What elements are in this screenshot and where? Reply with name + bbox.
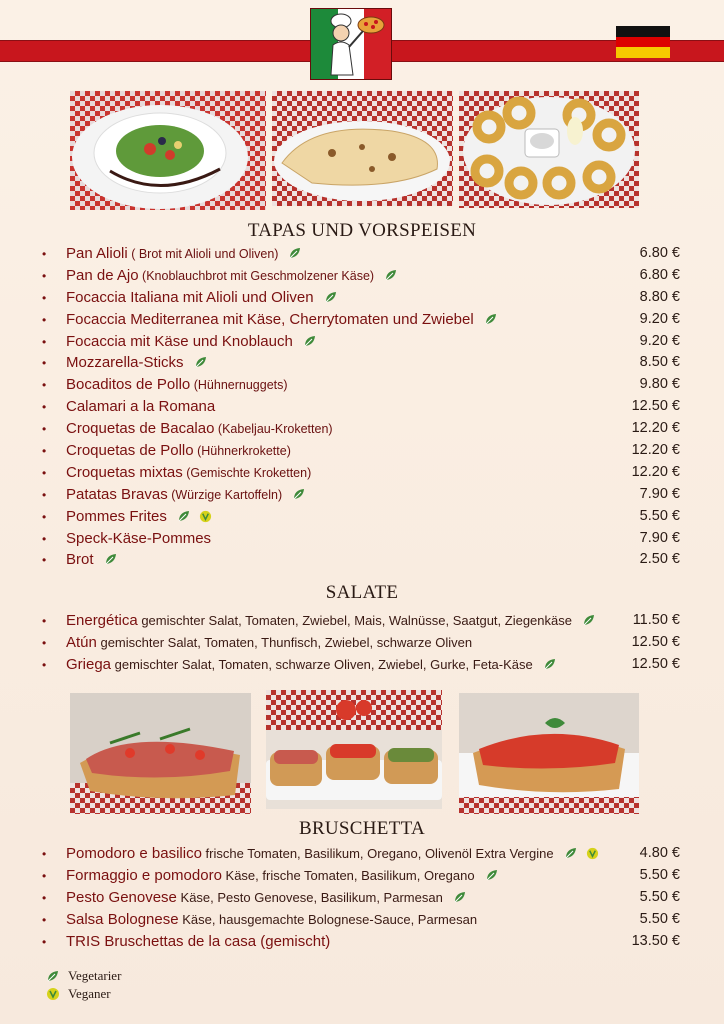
menu-item-name: Focaccia mit Käse und Knoblauch: [66, 332, 293, 350]
menu-item-name: Brot: [66, 551, 94, 569]
bullet-icon: •: [42, 334, 47, 349]
menu-item-name: Croquetas mixtas: [66, 463, 183, 481]
menu-item: [0, 486, 724, 508]
vegetarian-leaf-icon: [543, 657, 557, 671]
menu-item-name-line: [66, 634, 472, 651]
vegan-v-icon: [46, 987, 60, 1001]
menu-item: [0, 289, 724, 311]
menu-item: [0, 889, 724, 911]
menu-item-price: 12.50 €: [631, 398, 680, 415]
menu-item: [0, 933, 724, 955]
menu-item-price: 5.50 €: [639, 910, 680, 927]
menu-item-description: (Würzige Kartoffeln): [167, 487, 283, 502]
bullet-icon: •: [42, 531, 47, 546]
menu-item-name: Calamari a la Romana: [66, 398, 216, 416]
menu-item-price: 5.50 €: [639, 866, 680, 883]
menu-item-name-line: [66, 376, 288, 393]
menu-item: [0, 845, 724, 867]
menu-item-name: Pan de Ajo: [66, 266, 139, 284]
menu-item-price: 12.20 €: [631, 420, 680, 437]
bruschetta-trio-photo: [266, 690, 442, 809]
section-title-tapas: TAPAS UND VORSPEISEN: [247, 220, 477, 241]
bullet-icon: •: [42, 422, 47, 437]
vegetarian-leaf-icon: [484, 312, 498, 326]
menu-item: [0, 311, 724, 333]
menu-item-price: 5.50 €: [639, 507, 680, 524]
menu-item-price: 5.50 €: [639, 888, 680, 905]
menu-item-description: Käse, frische Tomaten, Basilikum, Oregano: [221, 867, 475, 883]
menu-item-price: 11.50 €: [632, 612, 680, 628]
menu-item-price: 6.80 €: [639, 245, 680, 261]
menu-item-price: 9.80 €: [639, 376, 680, 393]
menu-item-description: gemischter Salat, Tomaten, schwarze Oliven, Zwiebel, Gurke, Feta-Käse: [111, 656, 533, 672]
legend-vegan-label: Veganer: [68, 986, 111, 1001]
menu-item-name: Mozzarella-Sticks: [66, 354, 184, 372]
menu-item-name: Pesto Genovese: [66, 888, 177, 906]
menu-item-price: 12.50 €: [631, 655, 680, 672]
vegetarian-leaf-icon: [46, 969, 60, 983]
flatbread-photo: [272, 91, 453, 206]
menu-item-price: 8.80 €: [639, 288, 680, 305]
bullet-icon: •: [42, 657, 47, 672]
menu-item: [0, 267, 724, 289]
menu-item-name-line: [66, 551, 118, 568]
menu-item-description: frische Tomaten, Basilikum, Oregano, Olivenöl Extra Vergine: [201, 846, 554, 861]
menu-item-name-line: [66, 933, 330, 950]
menu-item: [0, 867, 724, 889]
menu-item-name-line: [66, 612, 596, 629]
vegan-v-icon: [586, 847, 599, 860]
menu-item-name-line: [66, 486, 306, 503]
menu-item-name: Speck-Käse-Pommes: [66, 529, 212, 547]
tapas-menu-list: [0, 245, 724, 573]
legend-vegetarian: [46, 967, 121, 985]
menu-item: [0, 634, 724, 656]
bullet-icon: •: [42, 312, 47, 327]
menu-item-description: (Knoblauchbrot mit Geschmolzener Käse): [138, 268, 375, 283]
menu-item-name: Croquetas de Bacalao: [66, 420, 215, 438]
menu-item-name: Atún: [66, 633, 97, 651]
salad-photo: [70, 91, 266, 210]
menu-item-name-line: [66, 289, 338, 306]
menu-item-name: Griega: [66, 655, 112, 673]
calamari-photo: [459, 91, 639, 208]
menu-item-name-line: [66, 442, 291, 459]
menu-item-name-line: [66, 464, 311, 481]
menu-item: [0, 551, 724, 573]
menu-item-description: gemischter Salat, Tomaten, Zwiebel, Mais, Walnüsse, Saatgut, Ziegenkäse: [137, 613, 572, 628]
bruschetta-tomato-photo: [459, 693, 639, 814]
menu-item: [0, 464, 724, 486]
menu-item-name-line: [66, 530, 211, 547]
vegetarian-leaf-icon: [288, 246, 302, 260]
menu-item-name: Bocaditos de Pollo: [66, 376, 191, 394]
vegetarian-leaf-icon: [177, 509, 191, 523]
vegetarian-leaf-icon: [485, 868, 499, 882]
salate-menu-list: [0, 612, 724, 678]
menu-item-description: gemischter Salat, Tomaten, Thunfisch, Zwiebel, schwarze Oliven: [96, 634, 473, 650]
vegetarian-leaf-icon: [453, 890, 467, 904]
menu-item-description: Käse, Pesto Genovese, Basilikum, Parmesan: [176, 889, 443, 905]
bullet-icon: •: [42, 444, 47, 459]
menu-item: [0, 612, 724, 634]
menu-item-name-line: [66, 245, 302, 262]
bullet-icon: •: [42, 268, 47, 283]
section-title-salate: SALATE: [325, 582, 399, 603]
menu-item-description: (Kabeljau-Kroketten): [214, 422, 333, 437]
menu-item-name: Focaccia Mediterranea mit Käse, Cherrytomaten und Zwiebel: [66, 310, 474, 328]
menu-item: [0, 530, 724, 552]
menu-item: [0, 911, 724, 933]
menu-item-name-line: [66, 911, 477, 928]
menu-item-price: 9.20 €: [639, 310, 680, 327]
bullet-icon: •: [42, 890, 47, 905]
vegetarian-leaf-icon: [384, 268, 398, 282]
menu-item-name-line: [66, 889, 467, 906]
menu-item-price: 12.50 €: [631, 633, 680, 650]
bullet-icon: •: [42, 847, 47, 861]
menu-item-description: (Gemischte Kroketten): [182, 465, 312, 480]
bullet-icon: •: [42, 247, 47, 261]
chef-icon: [311, 9, 391, 79]
menu-item-price: 12.20 €: [631, 463, 680, 480]
chef-pizza-logo: [310, 8, 392, 80]
bullet-icon: •: [42, 614, 47, 628]
menu-item-name-line: [66, 508, 212, 525]
bullet-icon: •: [42, 868, 47, 883]
menu-item-name-line: [66, 656, 557, 673]
bullet-icon: •: [42, 378, 47, 393]
menu-item-name: Pomodoro e basilico: [66, 845, 202, 862]
bruschetta-menu-list: [0, 845, 724, 954]
vegetarian-leaf-icon: [104, 552, 118, 566]
german-flag-icon[interactable]: [616, 26, 670, 58]
bullet-icon: •: [42, 356, 47, 371]
menu-item-price: 6.80 €: [639, 266, 680, 283]
vegetarian-leaf-icon: [582, 613, 596, 627]
menu-item-name-line: [66, 420, 333, 437]
menu-item-name-line: [66, 311, 498, 328]
menu-item-name-line: [66, 398, 215, 415]
menu-item-price: 4.80 €: [639, 845, 680, 861]
menu-item: [0, 656, 724, 678]
menu-item-name: Pan Alioli: [66, 245, 128, 262]
menu-item: [0, 333, 724, 355]
menu-item: [0, 398, 724, 420]
menu-item: [0, 376, 724, 398]
menu-item-name-line: [66, 867, 499, 884]
menu-item-name: Energética: [66, 612, 138, 629]
menu-item-name: Formaggio e pomodoro: [66, 866, 222, 884]
menu-item-name: Croquetas de Pollo: [66, 442, 194, 460]
menu-item: [0, 354, 724, 376]
menu-item-name: Salsa Bolognese: [66, 910, 179, 928]
vegetarian-leaf-icon: [324, 290, 338, 304]
bullet-icon: •: [42, 465, 47, 480]
menu-item-description: (Hühnernuggets): [190, 378, 288, 393]
menu-item: [0, 245, 724, 267]
bullet-icon: •: [42, 290, 47, 305]
menu-item-name-line: [66, 267, 398, 284]
legend-vegan: [46, 985, 121, 1003]
vegetarian-leaf-icon: [292, 487, 306, 501]
menu-item-price: 2.50 €: [639, 551, 680, 568]
menu-item-price: 12.20 €: [631, 442, 680, 459]
bullet-icon: •: [42, 912, 47, 927]
bullet-icon: •: [42, 934, 47, 949]
bullet-icon: •: [42, 487, 47, 502]
menu-item-price: 8.50 €: [639, 354, 680, 371]
menu-item-name: Focaccia Italiana mit Alioli und Oliven: [66, 288, 314, 306]
menu-item-description: ( Brot mit Alioli und Oliven): [127, 247, 279, 261]
vegetarian-leaf-icon: [564, 846, 578, 860]
bullet-icon: •: [42, 635, 47, 650]
section-title-bruschetta: BRUSCHETTA: [298, 818, 426, 839]
menu-item-name-line: [66, 845, 599, 862]
bullet-icon: •: [42, 553, 47, 568]
menu-item: [0, 508, 724, 530]
vegetarian-leaf-icon: [194, 355, 208, 369]
bullet-icon: •: [42, 400, 47, 415]
bullet-icon: •: [42, 509, 47, 524]
menu-item-name-line: [66, 333, 317, 350]
vegan-v-icon: [199, 510, 212, 523]
menu-item-description: (Hühnerkrokette): [193, 444, 291, 459]
menu-item: [0, 442, 724, 464]
menu-item: [0, 420, 724, 442]
menu-item-price: 13.50 €: [631, 932, 680, 949]
menu-item-price: 7.90 €: [639, 529, 680, 546]
menu-item-name: TRIS Bruschettas de la casa (gemischt): [66, 932, 331, 950]
bruschetta-ham-photo: [70, 693, 251, 814]
menu-item-price: 9.20 €: [639, 332, 680, 349]
menu-item-name: Pommes Frites: [66, 507, 167, 525]
diet-legend: [46, 967, 121, 1003]
menu-item-price: 7.90 €: [639, 485, 680, 502]
menu-item-description: Käse, hausgemachte Bolognese-Sauce, Parmesan: [178, 911, 478, 927]
menu-item-name: Patatas Bravas: [66, 485, 168, 503]
vegetarian-leaf-icon: [303, 334, 317, 348]
legend-vegetarian-label: Vegetarier: [68, 968, 122, 983]
menu-item-name-line: [66, 354, 208, 371]
